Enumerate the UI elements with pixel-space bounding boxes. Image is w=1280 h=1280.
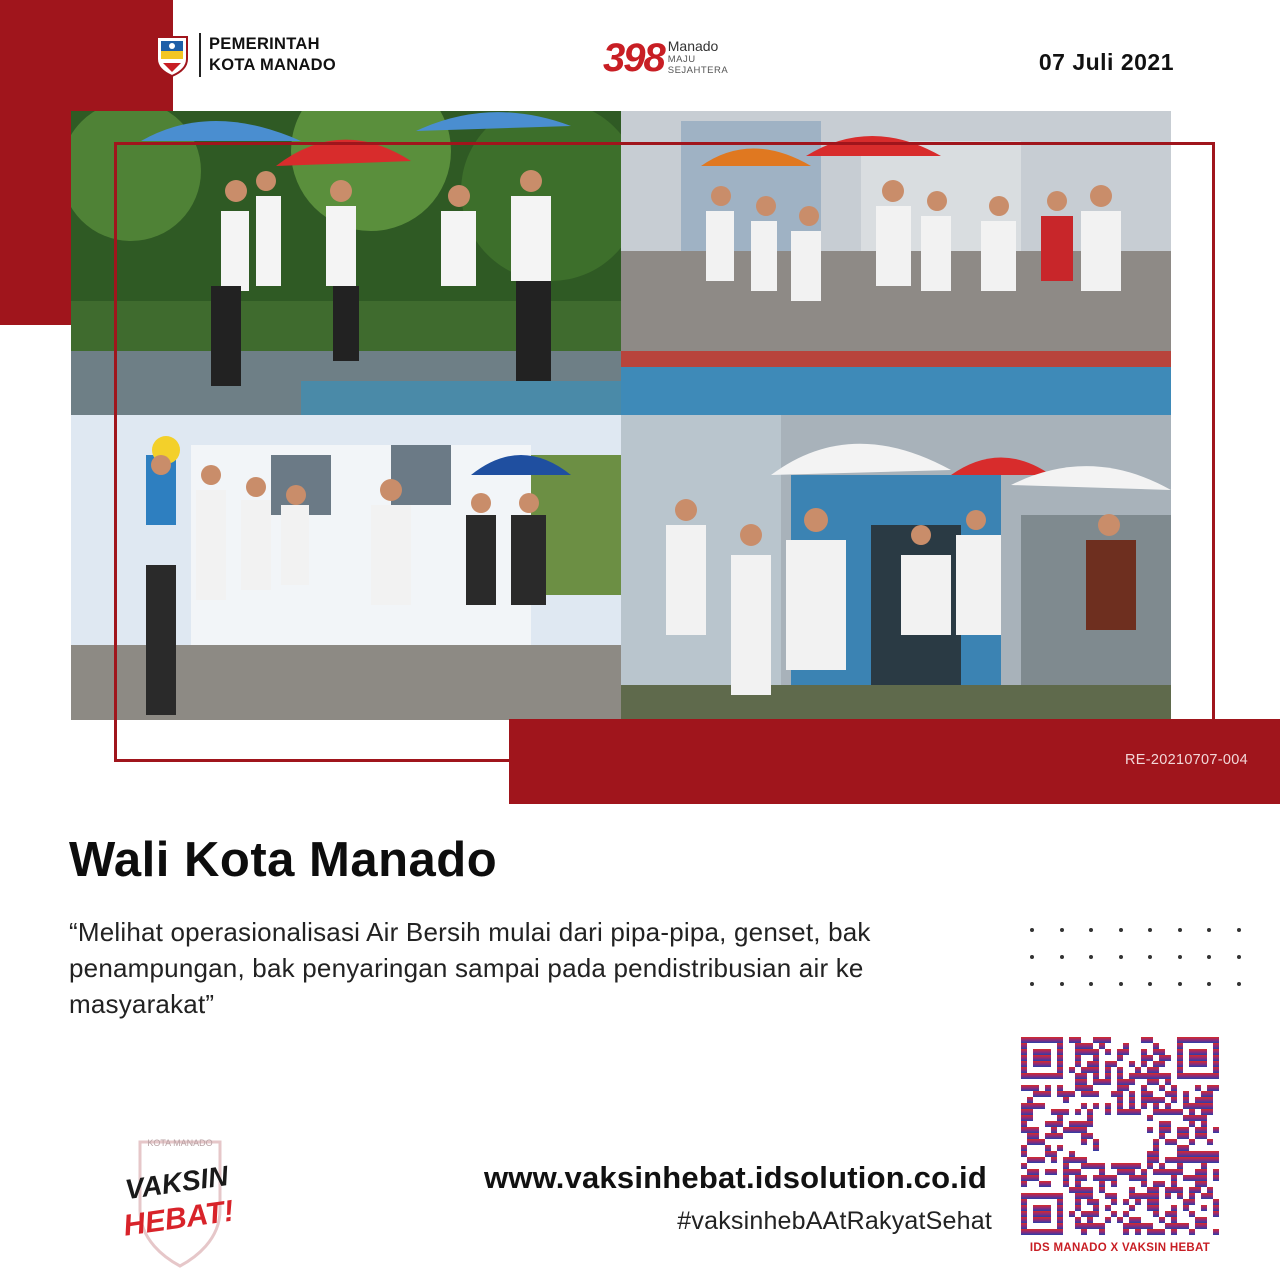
decoration-dot (1207, 928, 1211, 932)
decoration-dot (1089, 982, 1093, 986)
campaign-hashtag: #vaksinhebAAtRakyatSehat (677, 1207, 992, 1235)
decoration-dot (1178, 928, 1182, 932)
decoration-dot (1089, 955, 1093, 959)
org-name-line1: PEMERINTAH (209, 35, 320, 53)
reference-code: RE-20210707-004 (1124, 752, 1248, 768)
decoration-dot (1060, 982, 1064, 986)
decoration-dot (1060, 955, 1064, 959)
decoration-dot (1030, 982, 1034, 986)
red-photo-frame (114, 142, 1215, 762)
publish-date: 07 Juli 2021 (1038, 49, 1174, 75)
anniversary-number: 398 (603, 36, 664, 80)
city-emblem-icon (153, 33, 191, 77)
decoration-dot (1237, 982, 1241, 986)
decoration-dot (1148, 982, 1152, 986)
anniversary-tag-2: SEJAHTERA (667, 65, 729, 76)
vaksin-hebat-logo (100, 1130, 260, 1270)
anniversary-tag-1: MAJU (667, 54, 696, 65)
decoration-dot (1030, 928, 1034, 932)
decoration-dot (1207, 982, 1211, 986)
decoration-dot (1178, 982, 1182, 986)
qr-code[interactable] (1021, 1037, 1219, 1235)
logo-word-vaksin: VAKSIN (123, 1160, 231, 1206)
government-logo (153, 33, 336, 77)
logo-word-hebat: HEBAT! (121, 1194, 236, 1243)
org-name-line2: KOTA MANADO (209, 56, 337, 74)
decoration-dot (1030, 955, 1034, 959)
decoration-dot (1237, 955, 1241, 959)
qr-caption: IDS MANADO X VAKSIN HEBAT (1029, 1242, 1211, 1254)
decoration-dot (1148, 955, 1152, 959)
article-title: Wali Kota Manado (69, 833, 498, 887)
decoration-dot (1119, 982, 1123, 986)
anniversary-city: Manado (667, 38, 719, 54)
website-url[interactable]: www.vaksinhebat.idsolution.co.id (483, 1160, 987, 1195)
logo-top-text: KOTA MANADO (147, 1138, 213, 1148)
decoration-dot (1060, 928, 1064, 932)
header-divider (199, 33, 201, 77)
decoration-dot (1089, 928, 1093, 932)
decoration-dot (1148, 928, 1152, 932)
dot-grid-decoration (1030, 928, 1252, 988)
decoration-dot (1119, 928, 1123, 932)
decoration-dot (1237, 928, 1241, 932)
decoration-dot (1119, 955, 1123, 959)
article-quote: “Melihat operasionalisasi Air Bersih mulai dari pipa-pipa, genset, bak penampungan, bak penyaringan sampai pada pendistribusian air ke masyarakat” (69, 917, 871, 1019)
decoration-dot (1207, 955, 1211, 959)
anniversary-logo (603, 36, 728, 80)
decoration-dot (1178, 955, 1182, 959)
